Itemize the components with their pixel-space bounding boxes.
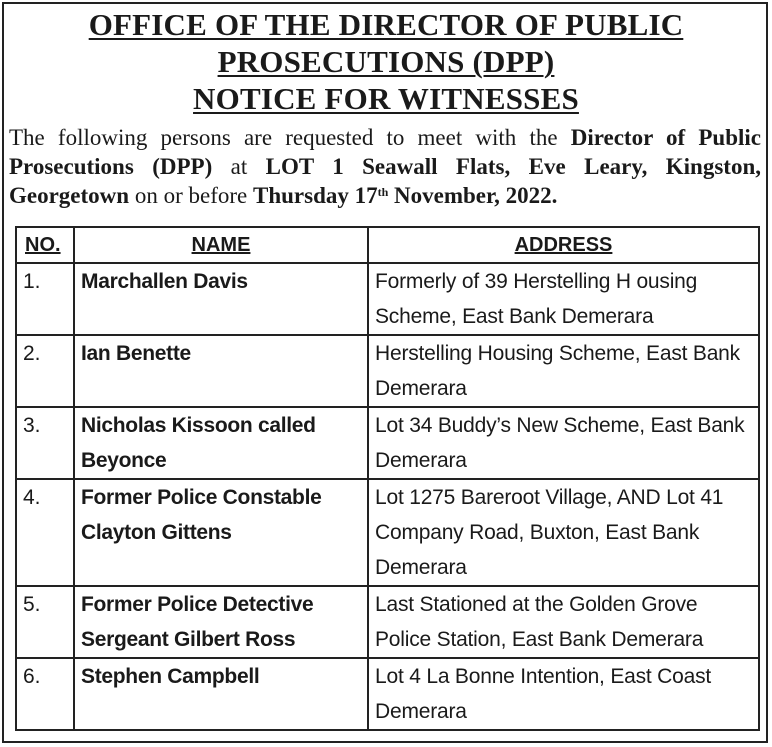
notice-title-dpp: PROSECUTIONS (DPP) [217,44,555,79]
witness-name: Stephen Campbell [74,658,368,730]
witness-address: Last Stationed at the Golden Grove Police Station, East Bank Demerara [368,586,759,658]
witness-name: Former Police Constable Clayton Gittens [74,479,368,586]
table-header-row [16,227,759,263]
notice-title-office: OFFICE OF THE DIRECTOR OF PUBLIC [88,7,684,42]
table-row [16,263,759,335]
table-row [16,658,759,730]
table-row [16,335,759,407]
witness-name: Nicholas Kissoon called Beyonce [74,407,368,479]
notice-title-witnesses: NOTICE FOR WITNESSES [193,81,579,116]
intro-date-day: Thursday 17 [252,183,378,208]
intro-text-3: on or before [129,183,253,208]
intro-date-rest: November, 2022. [388,183,558,208]
witness-name: Ian Benette [74,335,368,407]
witness-table [15,226,760,731]
intro-location: LOT 1 Seawall Flats, Eve Leary, Kingston, Georgetown [9,154,761,208]
row-number: 6. [16,658,74,730]
witness-name: Marchallen Davis [74,263,368,335]
row-number: 5. [16,586,74,658]
header-name: NAME [74,227,368,263]
intro-dpp-name: Director of Public Prosecutions (DPP) [9,125,761,179]
table-row [16,586,759,658]
intro-paragraph [9,123,761,210]
witness-address: Lot 34 Buddy’s New Scheme, East Bank Demerara [368,407,759,479]
header-no: NO. [16,227,74,263]
intro-date-suffix: th [377,185,389,199]
row-number: 4. [16,479,74,586]
table-row [16,479,759,586]
witness-address: Herstelling Housing Scheme, East Bank Demerara [368,335,759,407]
witness-name: Former Police Detective Sergeant Gilbert Ross [74,586,368,658]
witness-address: Lot 1275 Bareroot Village, AND Lot 41 Company Road, Buxton, East Bank Demerara [368,479,759,586]
witness-address: Formerly of 39 Herstelling H ousing Scheme, East Bank Demerara [368,263,759,335]
intro-date [253,183,557,208]
row-number: 3. [16,407,74,479]
header-address: ADDRESS [368,227,759,263]
table-row [16,407,759,479]
intro-text-1: The following persons are requested to meet with the [9,125,571,150]
witness-address: Lot 4 La Bonne Intention, East Coast Demerara [368,658,759,730]
row-number: 1. [16,263,74,335]
intro-text-2: at [212,154,266,179]
row-number: 2. [16,335,74,407]
